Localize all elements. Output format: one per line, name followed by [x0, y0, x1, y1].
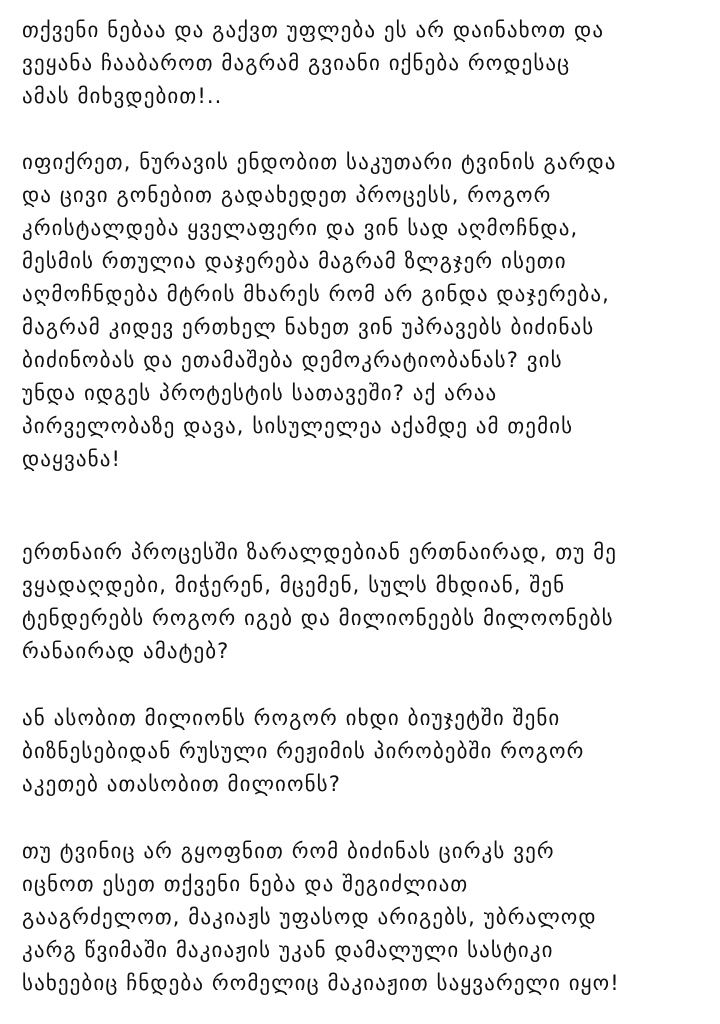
text-line: მესმის რთულია დაჯერება მაგრამ ზლგჯერ ისეთი [22, 249, 567, 273]
text-line: უნდა იდგეს პროტესტის სათავეში? აქ არაა [22, 381, 498, 405]
text-line: ვყადაღდები, მიჭერენ, მცემენ, სულს მხდიან, შენ [22, 573, 566, 597]
text-line: რანაირად ამატებ? [22, 639, 230, 663]
text-line: იცნოთ ესეთ თქვენი ნება და შეგიძლიათ [22, 872, 469, 896]
paragraph-5 [22, 835, 712, 1000]
text-line: აღმოჩნდება მტრის მხარეს რომ არ გინდა დაჯერება, [22, 282, 610, 306]
text-line: ბიძინობას და ეთამაშება დემოკრატიობანას? ვის [22, 348, 563, 372]
text-line: კარგ წვიმაში მაკიაჟის უკან დამალული სასტიკი [22, 938, 554, 962]
text-line: აკეთებ ათასობით მილიონს? [22, 772, 341, 796]
paragraph-4 [22, 702, 712, 801]
text-line: კრისტალდება ყველაფერი და ვინ სად აღმოჩნდა, [22, 216, 579, 240]
text-line: პირველობაზე დავა, სისულელეა აქამდე ამ თემის [22, 414, 574, 438]
text-line: ამას მიხვდებით!.. [22, 84, 223, 108]
text-line: გააგრძელოთ, მაკიაჟს უფასოდ არიგებს, უბრალოდ [22, 905, 597, 929]
text-line: ერთნაირ პროცესში ზარალდებიან ერთნაირად, თუ მე [22, 540, 618, 564]
text-line: ვეყანა ჩააბაროთ მაგრამ გვიანი იქნება როდესაც [22, 51, 571, 75]
paragraph-2 [22, 146, 712, 476]
text-line: იფიქრეთ, ნურავის ენდობით საკუთარი ტვინის გარდა [22, 150, 617, 174]
text-line: თქვენი ნებაა და გაქვთ უფლება ეს არ დაინახოთ და [22, 18, 605, 42]
text-line: და ცივი გონებით გადახედეთ პროცესს, როგორ [22, 183, 552, 207]
paragraph-1 [22, 14, 712, 113]
text-line: სახეებიც ჩნდება რომელიც მაკიაჟით საყვარელი იყო! [22, 971, 620, 995]
text-line: ან ასობით მილიონს როგორ იხდი ბიუჯეტში შენი [22, 706, 561, 730]
text-line: დაყვანა! [22, 447, 121, 471]
text-line: მაგრამ კიდევ ერთხელ ნახეთ ვინ უპრავებს ბიძინას [22, 315, 595, 339]
text-line: თუ ტვინიც არ გყოფნით რომ ბიძინას ცირკს ვერ [22, 839, 555, 863]
text-line: ბიზნესებიდან რუსული რეჟიმის პირობებში როგორ [22, 739, 585, 763]
text-line: ტენდერებს როგორ იგებ და მილიონეებს მილოონებს [22, 606, 614, 630]
paragraph-3 [22, 536, 712, 668]
